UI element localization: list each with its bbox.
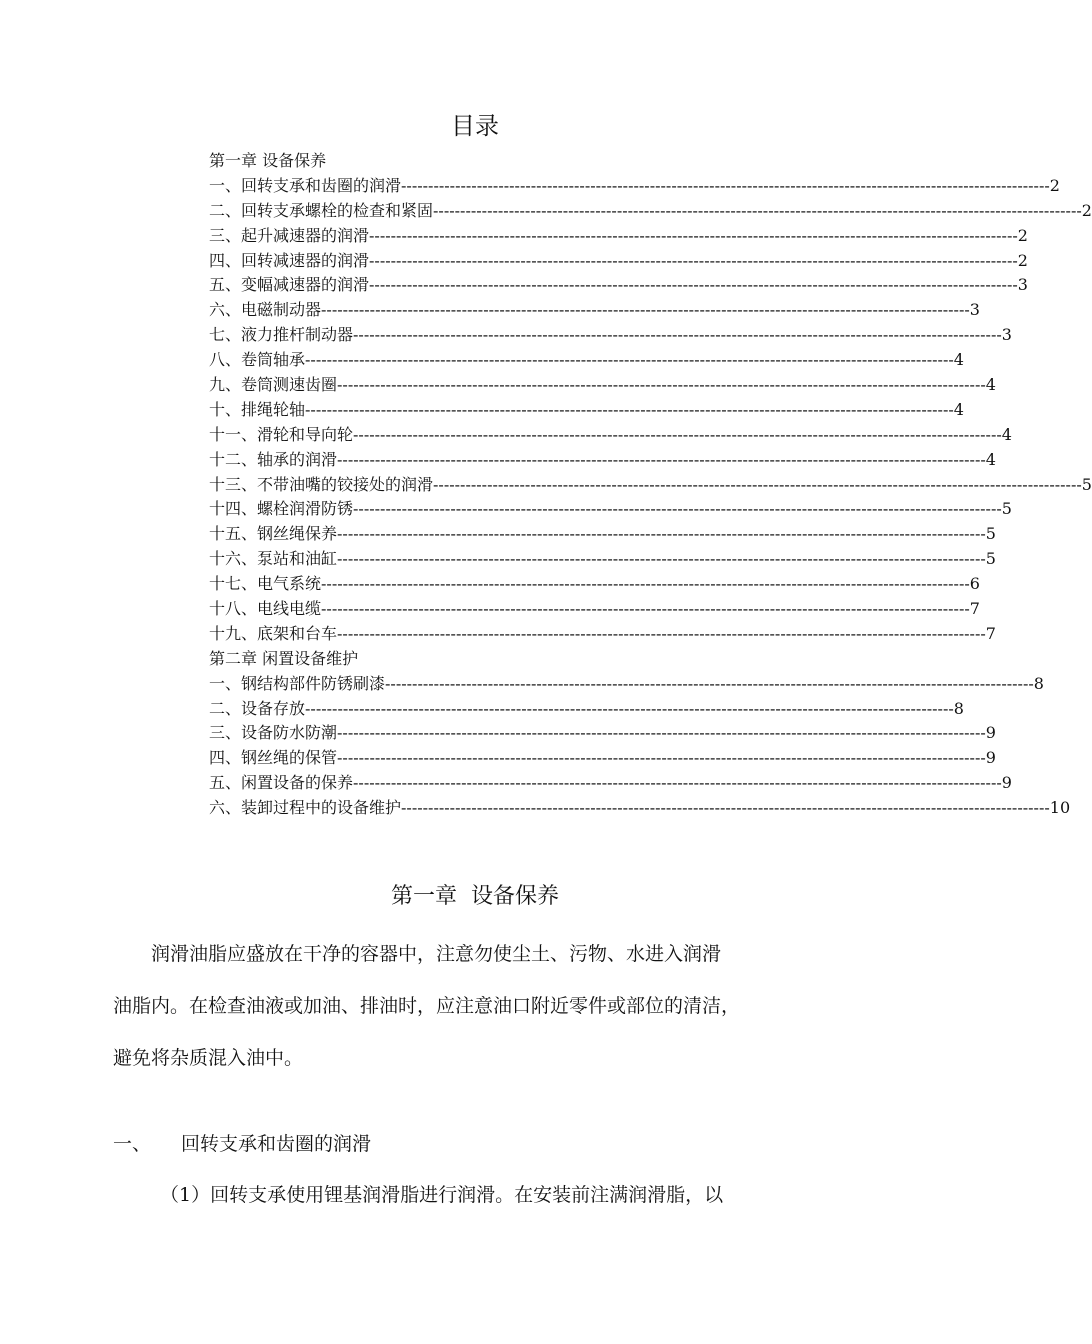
toc-page-number: 7 — [969, 599, 980, 619]
toc-entry — [209, 721, 996, 746]
toc-entry-label: 五、闲置设备的保养 — [209, 773, 354, 793]
toc-entry — [209, 672, 1044, 697]
toc-leader: ------------------------------------------------------------------------------------------------------------------------ — [337, 449, 986, 469]
toc-leader: ------------------------------------------------------------------------------------------------------------------------ — [305, 399, 954, 419]
section-number: 一、 — [113, 1133, 152, 1155]
toc-entry — [209, 448, 996, 473]
toc-page-number: 4 — [1001, 424, 1012, 444]
toc-page-number: 6 — [969, 574, 980, 594]
toc-page-number: 5 — [1081, 474, 1092, 494]
toc-page-number: 5 — [1001, 499, 1012, 519]
toc-entry-label: 三、设备防水防潮 — [209, 723, 338, 743]
toc-page-number: 4 — [953, 350, 964, 370]
toc-page-number: 3 — [969, 300, 980, 320]
toc-entry-label: 十八、电线电缆 — [209, 599, 322, 619]
toc-page-number: 3 — [1017, 275, 1028, 295]
toc-page-number: 8 — [1033, 673, 1044, 693]
toc-page-number: 2 — [1049, 175, 1060, 195]
toc-page-number: 4 — [985, 375, 996, 395]
toc-leader: ------------------------------------------------------------------------------------------------------------------------ — [433, 200, 1082, 220]
section-title: 回转支承和齿圈的润滑 — [181, 1133, 372, 1155]
toc-page-number: 10 — [1049, 798, 1071, 818]
toc-page-number: 3 — [1001, 325, 1012, 345]
toc-entry-label: 十三、不带油嘴的铰接处的润滑 — [209, 474, 434, 494]
toc-entry-label: 十九、底架和台车 — [209, 623, 338, 643]
intro-line: 润滑油脂应盛放在干净的容器中，注意勿使尘土、污物、水进入润滑 — [151, 943, 722, 965]
toc-entry-label: 十、排绳轮轴 — [209, 399, 306, 419]
toc-page-number: 5 — [985, 524, 996, 544]
toc-entry — [209, 373, 996, 398]
toc-page-number: 9 — [985, 748, 996, 768]
toc-entry — [209, 697, 964, 722]
toc-entry-label: 十六、泵站和油缸 — [209, 549, 338, 569]
toc-leader: ------------------------------------------------------------------------------------------------------------------------ — [385, 673, 1034, 693]
toc-page-number: 8 — [953, 698, 964, 718]
toc-entry — [209, 423, 1012, 448]
toc-entry — [209, 273, 1028, 298]
toc-entry — [209, 323, 1012, 348]
toc-chapter-2: 第二章 闲置设备维护 — [209, 648, 359, 668]
toc-entry — [209, 497, 1012, 522]
toc-entry-label: 七、液力推杆制动器 — [209, 325, 354, 345]
toc-page-number: 2 — [1081, 200, 1092, 220]
toc-entry — [209, 473, 1092, 498]
toc-entry-label: 十四、螺栓润滑防锈 — [209, 499, 354, 519]
toc-leader: ------------------------------------------------------------------------------------------------------------------------ — [337, 524, 986, 544]
toc-leader: ------------------------------------------------------------------------------------------------------------------------ — [337, 375, 986, 395]
toc-entry-label: 四、钢丝绳的保管 — [209, 748, 338, 768]
toc-leader: ------------------------------------------------------------------------------------------------------------------------ — [337, 549, 986, 569]
toc-page-number: 9 — [1001, 773, 1012, 793]
toc-entry-label: 四、回转减速器的润滑 — [209, 250, 370, 270]
toc-chapter-1-items — [209, 174, 1092, 647]
toc-entry — [209, 572, 980, 597]
toc-page-number: 4 — [985, 449, 996, 469]
toc-entry — [209, 224, 1028, 249]
toc-page-number: 7 — [985, 623, 996, 643]
toc-entry — [209, 622, 996, 647]
toc-leader: ------------------------------------------------------------------------------------------------------------------------ — [321, 300, 970, 320]
toc-entry — [209, 597, 980, 622]
toc-entry — [209, 298, 980, 323]
toc-page-number: 2 — [1017, 225, 1028, 245]
section-heading — [113, 1124, 371, 1164]
toc-leader: ------------------------------------------------------------------------------------------------------------------------ — [337, 623, 986, 643]
toc-leader: ------------------------------------------------------------------------------------------------------------------------ — [337, 723, 986, 743]
toc-leader: ------------------------------------------------------------------------------------------------------------------------ — [305, 350, 954, 370]
toc-leader: ------------------------------------------------------------------------------------------------------------------------ — [369, 275, 1018, 295]
toc-leader: ------------------------------------------------------------------------------------------------------------------------ — [401, 175, 1050, 195]
toc-leader: ------------------------------------------------------------------------------------------------------------------------ — [369, 250, 1018, 270]
toc-entry-label: 六、装卸过程中的设备维护 — [209, 798, 402, 818]
toc-entry-label: 十五、钢丝绳保养 — [209, 524, 338, 544]
section-paragraph: （1）回转支承使用锂基润滑脂进行润滑。在安装前注满润滑脂，以 — [160, 1184, 724, 1206]
toc-leader: ------------------------------------------------------------------------------------------------------------------------ — [353, 499, 1002, 519]
intro-line: 油脂内。在检查油液或加油、排油时，应注意油口附近零件或部位的清洁， — [113, 995, 741, 1017]
toc-entry — [209, 522, 996, 547]
toc-entry-label: 三、起升减速器的润滑 — [209, 225, 370, 245]
toc-leader: ------------------------------------------------------------------------------------------------------------------------ — [321, 599, 970, 619]
toc-page-number: 2 — [1017, 250, 1028, 270]
toc-entry-label: 二、回转支承螺栓的检查和紧固 — [209, 200, 434, 220]
toc-leader: ------------------------------------------------------------------------------------------------------------------------ — [353, 424, 1002, 444]
toc-leader: ------------------------------------------------------------------------------------------------------------------------ — [433, 474, 1082, 494]
table-of-contents — [209, 149, 1092, 821]
toc-entry — [209, 174, 1060, 199]
toc-leader: ------------------------------------------------------------------------------------------------------------------------ — [353, 325, 1002, 345]
toc-leader: ------------------------------------------------------------------------------------------------------------------------ — [369, 225, 1018, 245]
toc-entry-label: 十七、电气系统 — [209, 574, 322, 594]
toc-entry — [209, 746, 996, 771]
toc-entry-label: 一、钢结构部件防锈刷漆 — [209, 673, 386, 693]
toc-entry — [209, 796, 1071, 821]
toc-leader: ------------------------------------------------------------------------------------------------------------------------ — [305, 698, 954, 718]
intro-line: 避免将杂质混入油中。 — [113, 1047, 304, 1069]
toc-chapter-2-items — [209, 672, 1071, 821]
toc-entry — [209, 771, 1012, 796]
toc-entry-label: 十二、轴承的润滑 — [209, 449, 338, 469]
toc-entry — [209, 547, 996, 572]
toc-page-number: 5 — [985, 549, 996, 569]
toc-leader: ------------------------------------------------------------------------------------------------------------------------ — [353, 773, 1002, 793]
toc-entry — [209, 348, 964, 373]
intro-paragraph — [113, 928, 843, 1084]
toc-entry-label: 五、变幅减速器的润滑 — [209, 275, 370, 295]
toc-leader: ------------------------------------------------------------------------------------------------------------------------ — [337, 748, 986, 768]
toc-chapter-1: 第一章 设备保养 — [209, 151, 327, 170]
toc-entry-label: 十一、滑轮和导向轮 — [209, 424, 354, 444]
toc-leader: ------------------------------------------------------------------------------------------------------------------------ — [321, 574, 970, 594]
toc-entry-label: 六、电磁制动器 — [209, 300, 322, 320]
toc-entry-label: 二、设备存放 — [209, 698, 306, 718]
toc-leader: ------------------------------------------------------------------------------------------------------------------------ — [401, 798, 1050, 818]
toc-entry-label: 八、卷筒轴承 — [209, 350, 306, 370]
toc-entry — [209, 199, 1092, 224]
toc-entry — [209, 398, 964, 423]
toc-entry-label: 一、回转支承和齿圈的润滑 — [209, 175, 402, 195]
toc-entry-label: 九、卷筒测速齿圈 — [209, 375, 338, 395]
toc-title: 目录 — [451, 112, 499, 140]
toc-page-number: 9 — [985, 723, 996, 743]
toc-page-number: 4 — [953, 399, 964, 419]
toc-entry — [209, 249, 1028, 274]
chapter-heading: 第一章 设备保养 — [391, 884, 559, 909]
